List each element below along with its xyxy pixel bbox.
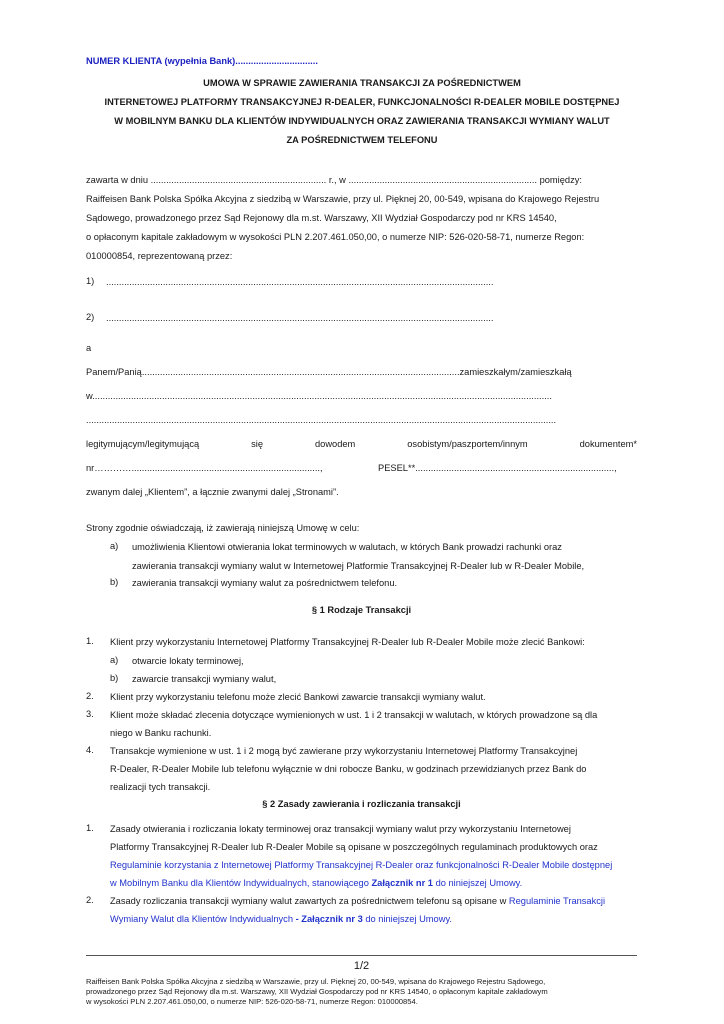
footer-line-1: Raiffeisen Bank Polska Spółka Akcyjna z siedzibą w Warszawie, przy ul. Pięknej 20, 00-549, wpisana do Krajowego Rejestru Sądowego, (86, 977, 546, 986)
section-1-heading: § 1 Rodzaje Transakcji (311, 605, 412, 615)
title-line-4: ZA POŚREDNICTWEM TELEFONU (286, 135, 438, 145)
purpose-b-letter: b) (110, 577, 119, 587)
intro-date-place: zawarta w dniu .................................................................... r., w ......................................................................... pomiędzy: (86, 175, 582, 185)
attachment-1-label: Załącznik nr 1 (371, 878, 433, 888)
purpose-intro: Strony zgodnie oświadczają, iż zawierają niniejszą Umowę w celu: (86, 523, 360, 533)
attachment-3-label: - Załącznik nr 3 (293, 914, 363, 924)
s2-p1-line-2: Platformy Transakcyjnej R-Dealer lub R-Dealer Mobile są opisane w poszczególnych regulaminach produktowych oraz (110, 842, 598, 852)
s1-p2-number: 2. (86, 691, 94, 701)
intro-line-2: Raiffeisen Bank Polska Spółka Akcyjna z siedzibą w Warszawie, przy ul. Pięknej 20, 00-549, wpisana do Krajowego Rejestru (86, 194, 600, 204)
s1-p4-line-3: realizacji tych transakcji. (110, 782, 211, 792)
s2-p2-line-2 (110, 913, 637, 925)
client-definition: zwanym dalej „Klientem”, a łącznie zwanymi dalej „Stronami”. (86, 487, 339, 497)
fx-regulation-link-cont[interactable]: Wymiany Walut dla Klientów Indywidualnych (110, 914, 294, 924)
footer-line-3: w wysokości PLN 2.207.461.050,00, o numerze NIP: 526-020-58-71, numerze Regon: 010000854. (86, 997, 418, 1006)
s1-p1b-text: zawarcie transakcji wymiany walut, (132, 674, 277, 684)
purpose-b-line: zawierania transakcji wymiany walut za pośrednictwem telefonu. (132, 578, 398, 588)
id-word-1: legitymującym/legitymującą (86, 439, 200, 449)
title-line-3: W MOBILNYM BANKU DLA KLIENTÓW INDYWIDUALNYCH ORAZ ZAWIERANIA TRANSAKCJI WYMIANY WALUT (114, 116, 610, 126)
representative-2-number: 2) (86, 312, 95, 322)
id-word-5: dokumentem* (579, 439, 637, 449)
pesel-field: PESEL**............................................................................., (378, 463, 617, 473)
and-conjunction: a (86, 343, 92, 353)
client-number-field: NUMER KLIENTA (wypełnia Bank)................................ (86, 56, 318, 66)
s1-p3-line-1: Klient może składać zlecenia dotyczące wymienionych w ust. 1 i 2 transakcji w walutach, w których prowadzone są dla (110, 710, 598, 720)
s1-p3-line-2: niego w Banku rachunki. (110, 728, 212, 738)
s2-p1-line-4 (110, 877, 637, 889)
footer-line-2: prowadzonego przez Sąd Rejonowy dla m.st. Warszawy, XII Wydział Gospodarczy pod nr KRS 14540, o opłaconym kapitale zakładowym (86, 987, 548, 996)
intro-line-3: Sądowego, prowadzonego przez Sąd Rejonowy dla m.st. Warszawy, XII Wydział Gospodarczy pod nr KRS 14540, (86, 213, 557, 223)
intro-line-5: 010000854, reprezentowaną przez: (86, 251, 233, 261)
s1-p4-number: 4. (86, 745, 94, 755)
s2-p2-number: 2. (86, 895, 94, 905)
title-line-2: INTERNETOWEJ PLATFORMY TRANSAKCYJNEJ R-DEALER, FUNKCJONALNOŚCI R-DEALER MOBILE DOSTĘPNEJ (104, 97, 620, 107)
id-word-2: się (251, 439, 264, 449)
s1-p1a-letter: a) (110, 655, 119, 665)
document-number-field: nr…………........................................................................., (86, 463, 323, 473)
purpose-a-line-2: zawierania transakcji wymiany walut w Internetowej Platformie Transakcyjnej R-Dealer lub w R-Dealer Mobile, (132, 561, 585, 571)
s1-p1b-letter: b) (110, 673, 119, 683)
section-2-heading: § 2 Zasady zawierania i rozliczania transakcji (262, 799, 461, 809)
s2-p2-text: Zasady rozliczania transakcji wymiany walut zawartych za pośrednictwem telefonu są opisane w (110, 896, 509, 906)
s1-p1a-text: otwarcie lokaty terminowej, (132, 656, 244, 666)
purpose-a-line-1: umożliwienia Klientowi otwierania lokat terminowych w walutach, w których Bank prowadzi rachunki oraz (132, 542, 562, 552)
representative-2-field: ...................................................................................................................................................... (106, 313, 494, 323)
representative-1-number: 1) (86, 276, 95, 286)
s2-p2-tail: do niniejszej Umowy. (362, 914, 452, 924)
footer-divider (86, 955, 637, 956)
purpose-a-letter: a) (110, 541, 119, 551)
s2-p1-line-1: Zasady otwierania i rozliczania lokaty terminowej oraz transakcji wymiany walut przy wykorzystaniu Internetowej (110, 824, 571, 834)
client-id-document-line (86, 438, 637, 450)
s2-p1-regulation-link[interactable]: Regulaminie korzystania z Internetowej Platformy Transakcyjnej R-Dealer oraz funkcjonalności R-Dealer Mobile dostępnej (110, 860, 613, 870)
page-number: 1/2 (353, 960, 370, 972)
s1-p4-line-1: Transakcje wymienione w ust. 1 i 2 mogą być zawierane przy wykorzystaniu Internetowej Platformy Transakcyjnej (110, 746, 578, 756)
representative-1-field: ...................................................................................................................................................... (106, 277, 494, 287)
s1-p1-number: 1. (86, 636, 94, 646)
client-address-field-2: ...................................................................................................................................................................................... (86, 415, 557, 425)
client-name-field: Panem/Panią...........................................................................................................................zamieszkałym/zamieszkałą (86, 367, 572, 377)
s1-p3-number: 3. (86, 709, 94, 719)
s1-p4-line-2: R-Dealer, R-Dealer Mobile lub telefonu wyłącznie w dni robocze Banku, w godzinach przewidzianych przez Bank do (110, 764, 587, 774)
s2-p1-number: 1. (86, 823, 94, 833)
s2-p1-tail: do niniejszej Umowy. (432, 878, 523, 888)
s1-p1-text: Klient przy wykorzystaniu Internetowej Platformy Transakcyjnej R-Dealer lub R-Dealer Mobile może zlecić Bankowi: (110, 637, 585, 647)
id-word-4: osobistym/paszportem/innym (407, 439, 528, 449)
intro-line-4: o opłaconym kapitale zakładowym w wysokości PLN 2.207.461.050,00, o numerze NIP: 526-020-58-71, numerze Regon: (86, 232, 585, 242)
client-address-field: w.................................................................................................................................................................................. (86, 391, 552, 401)
fx-regulation-link[interactable]: Regulaminie Transakcji (508, 896, 606, 906)
title-line-1: UMOWA W SPRAWIE ZAWIERANIA TRANSAKCJI ZA POŚREDNICTWEM (203, 78, 521, 88)
s2-p1-regulation-link-cont[interactable]: w Mobilnym Banku dla Klientów Indywidualnych, stanowiącego (110, 878, 372, 888)
s2-p2-line-1 (110, 895, 637, 907)
id-word-3: dowodem (314, 439, 356, 449)
s1-p2-text: Klient przy wykorzystaniu telefonu może zlecić Bankowi zawarcie transakcji wymiany walut. (110, 692, 486, 702)
